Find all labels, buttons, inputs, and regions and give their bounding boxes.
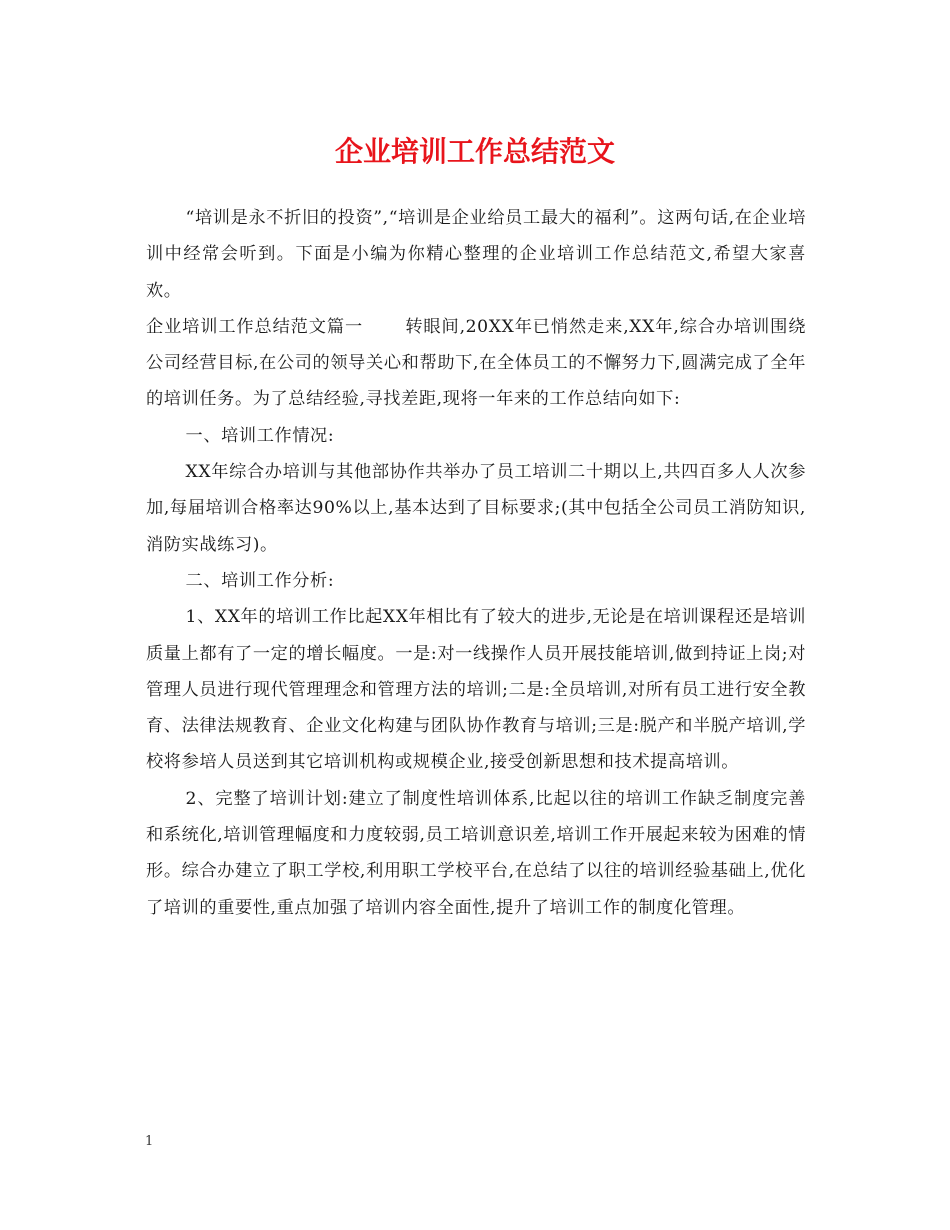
section-label: 企业培训工作总结范文篇一 — [146, 316, 364, 337]
section-text: 转眼间,20XX年已悄然走来,XX年,综合办培训围绕公司经营目标,在公司的领导关心和帮助下,在全体员工的不懈努力下,圆满完成了全年的培训任务。为了总结经验,寻找差距,现将一年来的工作总结向如下: — [146, 316, 806, 410]
intro-paragraph: “培训是永不折旧的投资”,“培训是企业给员工最大的福利”。这两句话,在企业培训中经常会听到。下面是小编为你精心整理的企业培训工作总结范文,希望大家喜欢。 — [146, 208, 806, 301]
document-body — [146, 200, 806, 926]
paragraph-analysis-2: 2、完整了培训计划:建立了制度性培训体系,比起以往的培训工作缺乏制度完善和系统化,培训管理幅度和力度较弱,员工培训意识差,培训工作开展起来较为困难的情形。综合办建立了职工学校,利用职工学校平台,在总结了以往的培训经验基础上,优化了培训的重要性,重点加强了培训内容全面性,提升了培训工作的制度化管理。 — [146, 788, 806, 918]
document-title: 企业培训工作总结范文 — [334, 135, 615, 168]
heading-training-situation: 一、培训工作情况: — [185, 425, 335, 446]
section-paragraph — [146, 309, 806, 418]
page-number: 1 — [145, 1134, 154, 1149]
heading-training-analysis: 二、培训工作分析: — [185, 570, 335, 591]
paragraph-analysis-1: 1、XX年的培训工作比起XX年相比有了较大的进步,无论是在培训课程还是培训质量上都有了一定的增长幅度。一是:对一线操作人员开展技能培训,做到持证上岗;对管理人员进行现代管理理念和管理方法的培训;二是:全员培训,对所有员工进行安全教育、法律法规教育、企业文化构建与团队协作教育与培训;三是:脱产和半脱产培训,学校将参培人员送到其它培训机构或规模企业,接受创新思想和技术提高培训。 — [146, 607, 806, 773]
paragraph-training-situation: XX年综合办培训与其他部协作共举办了员工培训二十期以上,共四百多人人次参加,每届培训合格率达90%以上,基本达到了目标要求;(其中包括全公司员工消防知识,消防实战练习)。 — [146, 462, 806, 555]
